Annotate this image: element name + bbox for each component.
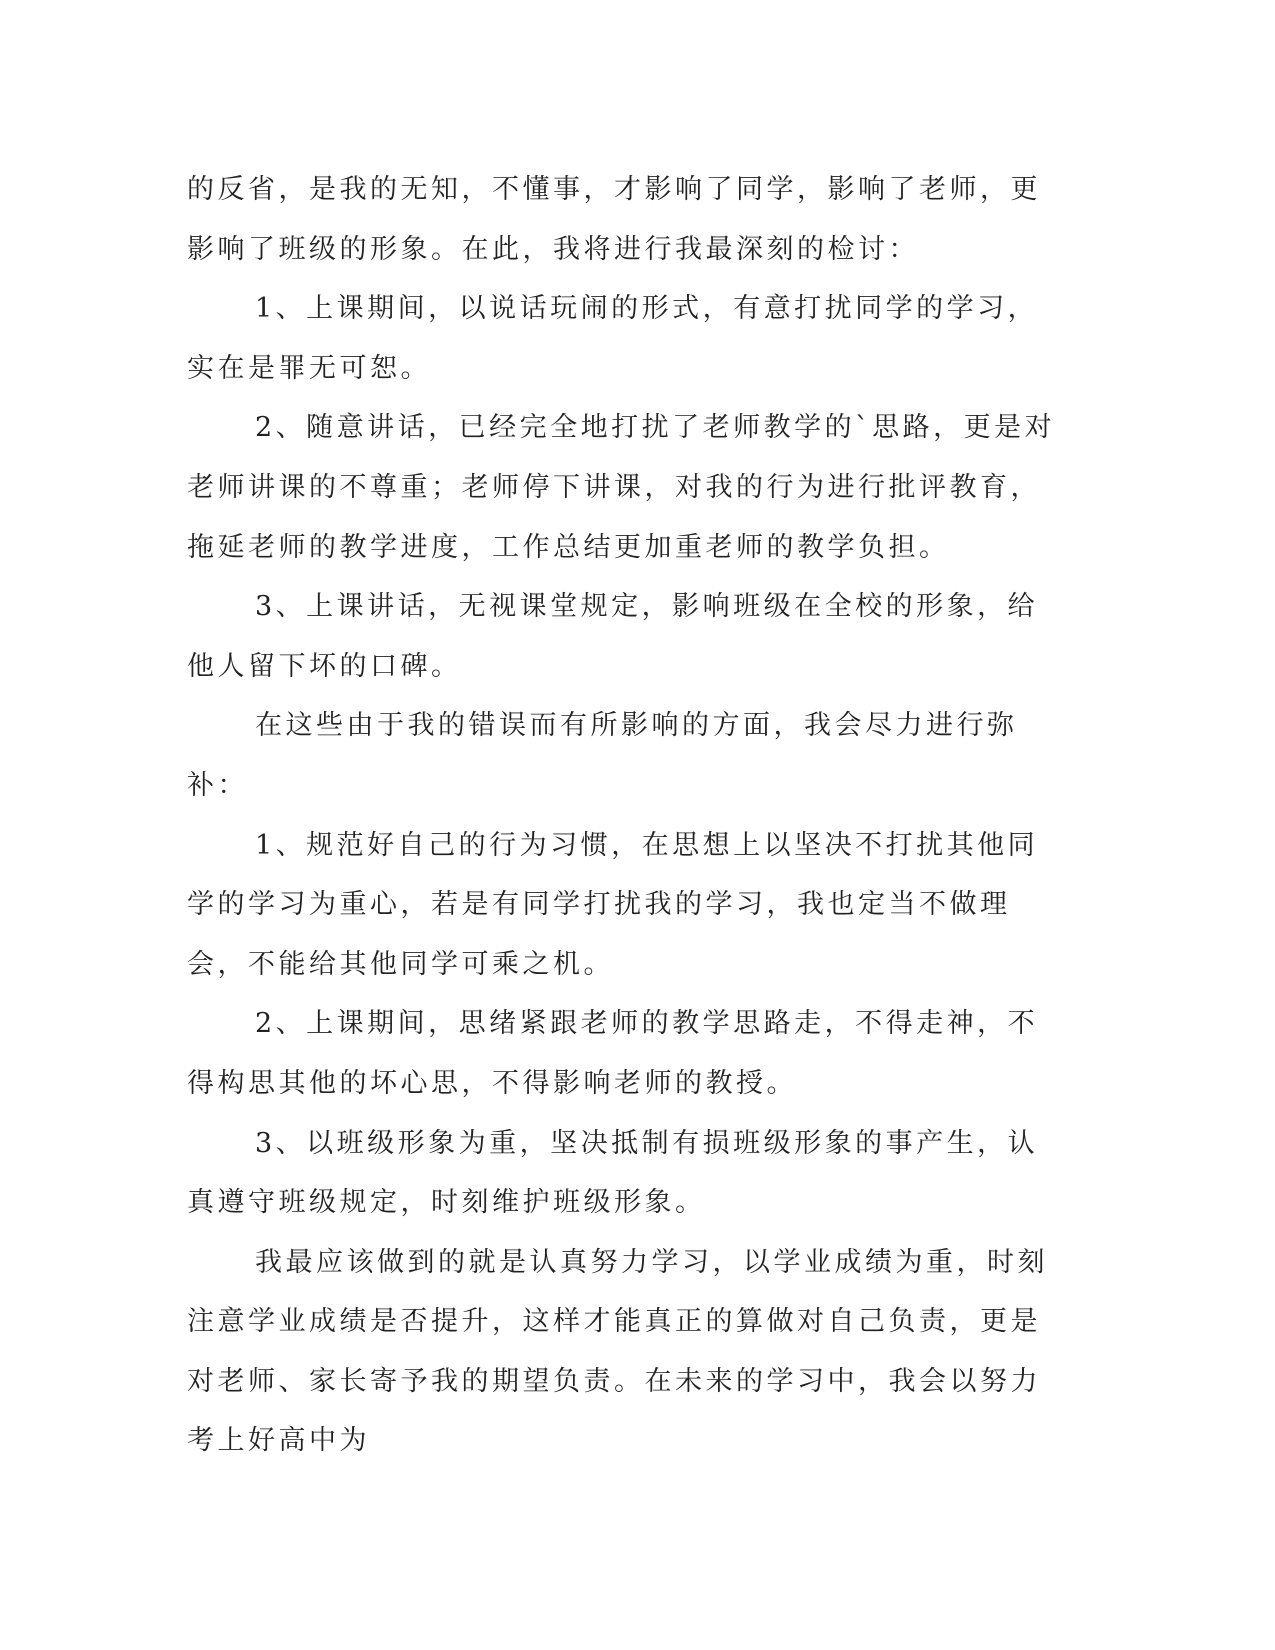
paragraph-3: 2、随意讲话，已经完全地打扰了老师教学的`思路，更是对老师讲课的不尊重；老师停下讲课，对我的行为进行批评教育，拖延老师的教学进度，工作总结更加重老师的教学负担。: [187, 412, 1056, 563]
paragraph-1: 的反省，是我的无知，不懂事，才影响了同学，影响了老师，更影响了班级的形象。在此，我将进行我最深刻的检讨：: [187, 174, 1041, 265]
document-body: [187, 160, 1067, 1471]
paragraph-8: 3、以班级形象为重，坚决抵制有损班级形象的事产生，认真遵守班级规定，时刻维护班级形象。: [187, 1127, 1039, 1219]
paragraph-9: 我最应该做到的就是认真努力学习，以学业成绩为重，时刻注意学业成绩是否提升，这样才能真正的算做对自己负责，更是对老师、家长寄予我的期望负责。在未来的学习中，我会以努力考上好高中为: [187, 1246, 1048, 1457]
paragraph-6: 1、规范好自己的行为习惯，在思想上以坚决不打扰其他同学的学习为重心，若是有同学打扰我的学习，我也定当不做理会，不能给其他同学可乘之机。: [187, 829, 1039, 980]
paragraph-7: 2、上课期间，思绪紧跟老师的教学思路走，不得走神，不得构思其他的坏心思，不得影响老师的教授。: [187, 1008, 1039, 1099]
paragraph-5: 在这些由于我的错误而有所影响的方面，我会尽力进行弥补：: [187, 710, 1018, 801]
paragraph-4: 3、上课讲话，无视课堂规定，影响班级在全校的形象，给他人留下坏的口碑。: [187, 591, 1039, 682]
paragraph-2: 1、上课期间，以说话玩闹的形式，有意打扰同学的学习，实在是罪无可恕。: [187, 293, 1039, 384]
